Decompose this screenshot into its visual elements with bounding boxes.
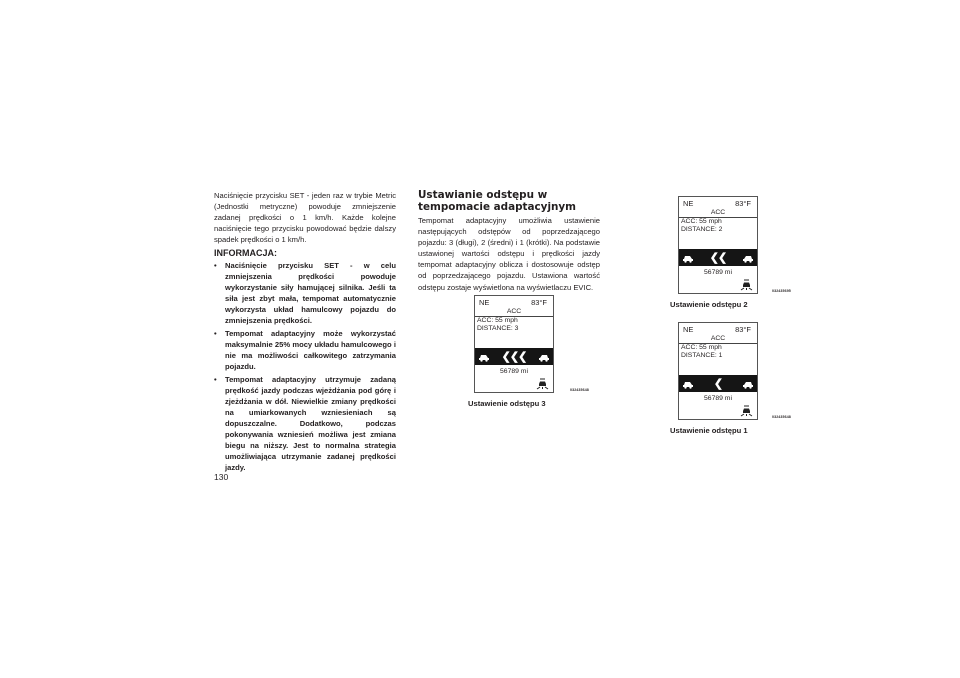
compass-heading: NE — [683, 199, 694, 208]
section-body: Tempomat adaptacyjny umożliwia ustawienie następujących odstępów od poprzedzającego pojazdu: 3 (długi), 2 (średni) i 1 (krótki). Na podstawie ustawionej wartości odstępu i prędkości jazdy tempomat adaptacyjny oblicza i dostosowuje odstęp od poprzedzającego pojazdu. Ustawiona wartość odstępu zostaje wyświetlona na wyświetlaczu EVIC. — [418, 216, 600, 292]
compass-heading: NE — [479, 298, 490, 307]
info-bullet-list — [214, 260, 396, 473]
lead-car-icon — [538, 352, 550, 362]
distance-chevrons: ❮ — [713, 378, 723, 390]
outside-temp: 83°F — [735, 199, 751, 208]
evic-display-distance-2 — [678, 196, 758, 294]
acc-distance: DISTANCE: 3 — [477, 325, 519, 332]
distance-chevrons: ❮❮❮ — [501, 351, 527, 363]
compass-heading: NE — [683, 325, 694, 334]
outside-temp: 83°F — [531, 298, 547, 307]
acc-mode-label: ACC — [710, 209, 726, 216]
acc-set-speed: ACC: 55 mph — [681, 344, 722, 351]
own-car-icon — [478, 352, 490, 362]
odometer: 56789 mi — [704, 395, 732, 402]
own-car-icon — [682, 379, 694, 389]
lead-car-icon — [742, 253, 754, 263]
own-car-icon — [682, 253, 694, 263]
figure-caption: Ustawienie odstępu 3 — [468, 399, 546, 408]
info-heading: INFORMACJA: — [214, 248, 277, 259]
page-number: 130 — [214, 472, 229, 482]
acc-distance: DISTANCE: 1 — [681, 352, 723, 359]
distance-bar — [679, 249, 757, 266]
info-bullet: • Naciśnięcie przycisku SET - w celu zmniejszenia prędkości powoduje wykorzystanie siły hamującej silnika. Jeśli ta siła jest zbyt mała, tempomat automatycznie wykorzysta układ hamulcowy pojazdu do zmniejszenia prędkości. — [214, 260, 396, 326]
outside-temp: 83°F — [735, 325, 751, 334]
left-column — [214, 190, 396, 475]
figure-caption: Ustawienie odstępu 1 — [670, 426, 748, 435]
lead-car-icon — [742, 379, 754, 389]
distance-bar — [475, 348, 553, 365]
acc-distance: DISTANCE: 2 — [681, 226, 723, 233]
figure-code: 032435648 — [570, 388, 589, 392]
figure-code: 032435695 — [772, 289, 791, 293]
intro-paragraph: Naciśnięcie przycisku SET - jeden raz w trybie Metric (Jednostki metryczne) powoduje zmniejszenie zadanej prędkości o 1 km/h. Każde kolejne naciśnięcie tego przycisku powodować będzie dalszy spadek prędkości o 1 km/h. — [214, 191, 396, 245]
acc-set-speed: ACC: 55 mph — [681, 218, 722, 225]
evic-display-distance-1 — [678, 322, 758, 420]
figure-code: 032435648 — [772, 415, 791, 419]
acc-mode-label: ACC — [710, 335, 726, 342]
acc-status-icon — [536, 378, 549, 390]
odometer: 56789 mi — [500, 368, 528, 375]
acc-mode-label: ACC — [506, 308, 522, 315]
odometer: 56789 mi — [704, 269, 732, 276]
section-title: Ustawianie odstępu w tempomacie adaptacyjnym — [418, 189, 577, 213]
info-bullet: • Tempomat adaptacyjny może wykorzystać maksymalnie 25% mocy układu hamulcowego i nie ma możliwości całkowitego zatrzymania pojazdu. — [214, 328, 396, 372]
acc-status-icon — [740, 279, 753, 291]
acc-set-speed: ACC: 55 mph — [477, 317, 518, 324]
distance-chevrons: ❮❮ — [709, 252, 727, 264]
distance-bar — [679, 375, 757, 392]
acc-status-icon — [740, 405, 753, 417]
middle-column — [418, 190, 600, 293]
evic-display-distance-3 — [474, 295, 554, 393]
info-bullet: • Tempomat adaptacyjny utrzymuje zadaną prędkość jazdy podczas wjeżdżania pod górę i zjeżdżania w dół. Niewielkie zmiany prędkości na umiarkowanych wzniesieniach są dopuszczalne. Dodatkowo, podczas pokonywania wzniesień możliwa jest zmiana biegu na niższy. Jest to normalna strategia umożliwiająca utrzymanie zadanej prędkości jazdy. — [214, 374, 396, 473]
figure-caption: Ustawienie odstępu 2 — [670, 300, 748, 309]
